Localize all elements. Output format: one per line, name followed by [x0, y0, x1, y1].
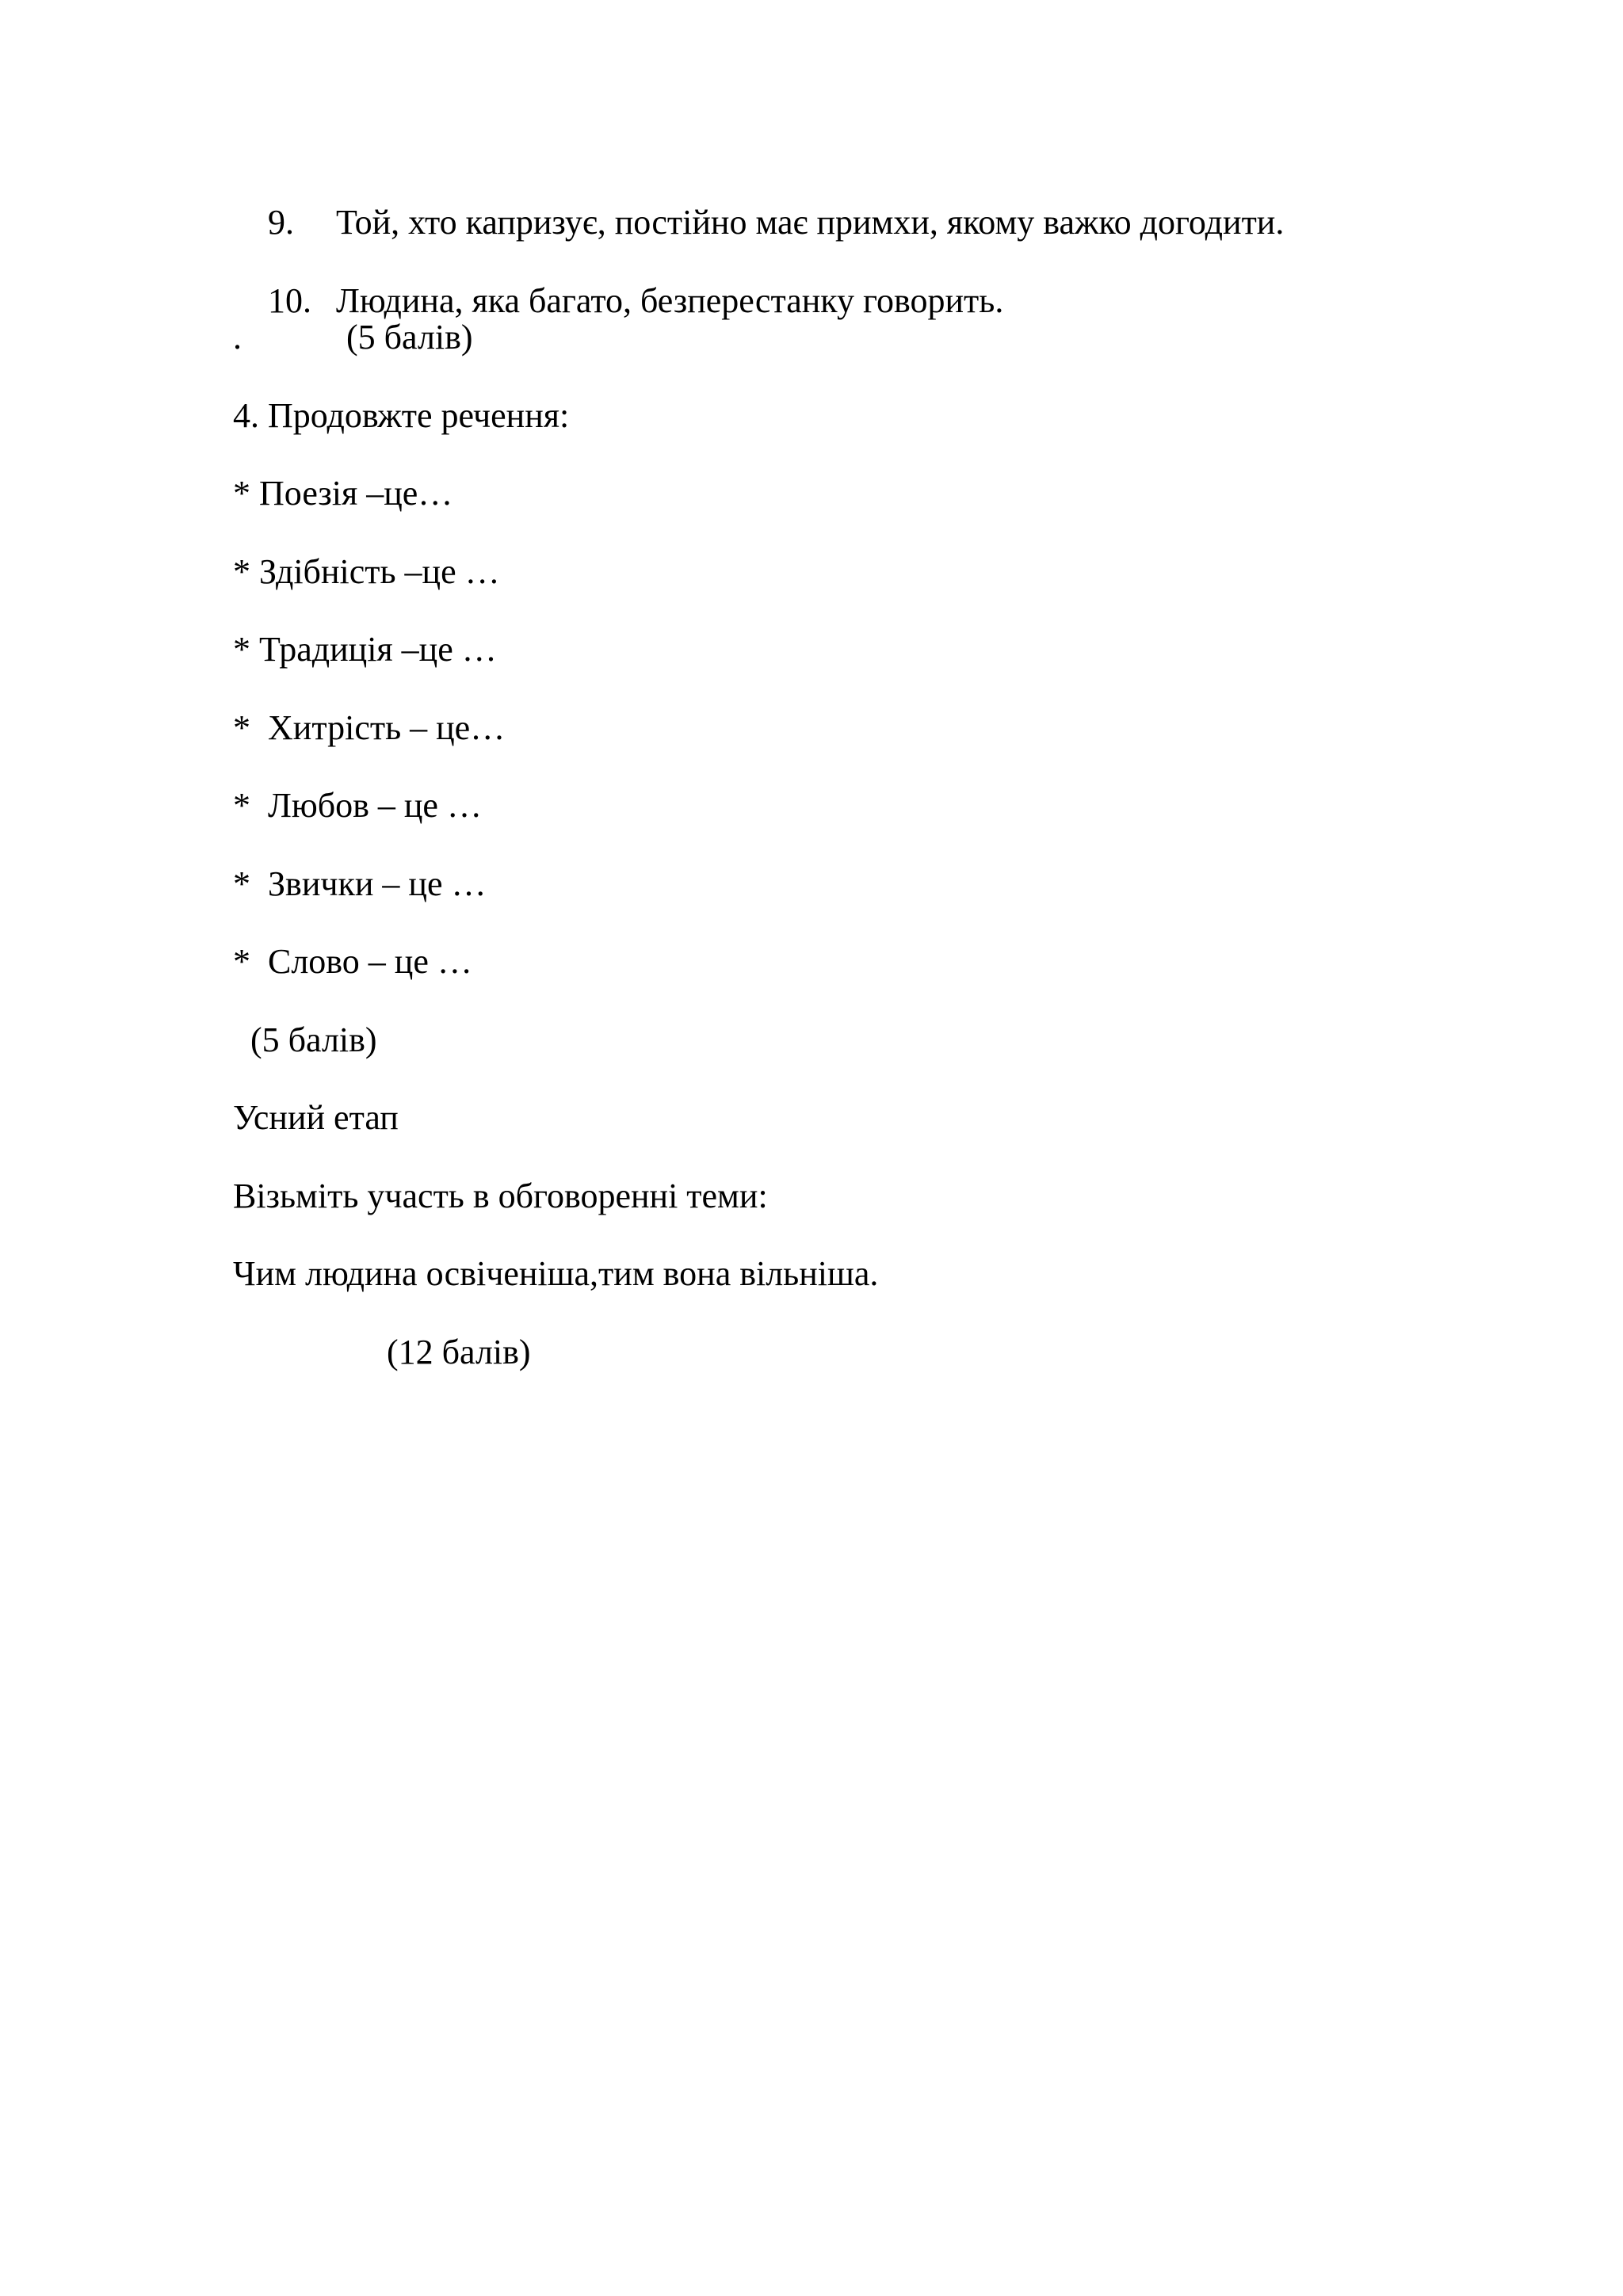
- task4-prompt: * Хитрість – це…: [233, 708, 506, 747]
- list-item-number: 10.: [268, 281, 311, 320]
- task4-heading: 4. Продовжте речення:: [233, 396, 570, 435]
- task4-prompt: * Слово – це …: [233, 942, 472, 981]
- task4-prompt: * Звички – це …: [233, 864, 487, 903]
- task4-score: (5 балів): [233, 1020, 377, 1059]
- oral-stage-topic: Чим людина освіченіша,тим вона вільніша.: [233, 1254, 879, 1293]
- task4-prompt: * Поезія –це…: [233, 474, 453, 513]
- list-item-number: 9.: [268, 203, 294, 242]
- oral-stage-title: Усний етап: [233, 1098, 399, 1137]
- task4-prompt: * Здібність –це …: [233, 552, 500, 591]
- list-item-text: Людина, яка багато, безперестанку говорить.: [336, 281, 1004, 320]
- task4-prompt: * Любов – це …: [233, 786, 482, 825]
- list-item-text: Той, хто капризує, постійно має примхи, якому важко догодити.: [336, 203, 1285, 242]
- oral-stage-instruction: Візьміть участь в обговоренні теми:: [233, 1177, 768, 1215]
- task4-prompt: * Традиція –це …: [233, 630, 497, 669]
- oral-stage-score: (12 балів): [387, 1333, 531, 1371]
- task3-score: . (5 балів): [233, 318, 473, 357]
